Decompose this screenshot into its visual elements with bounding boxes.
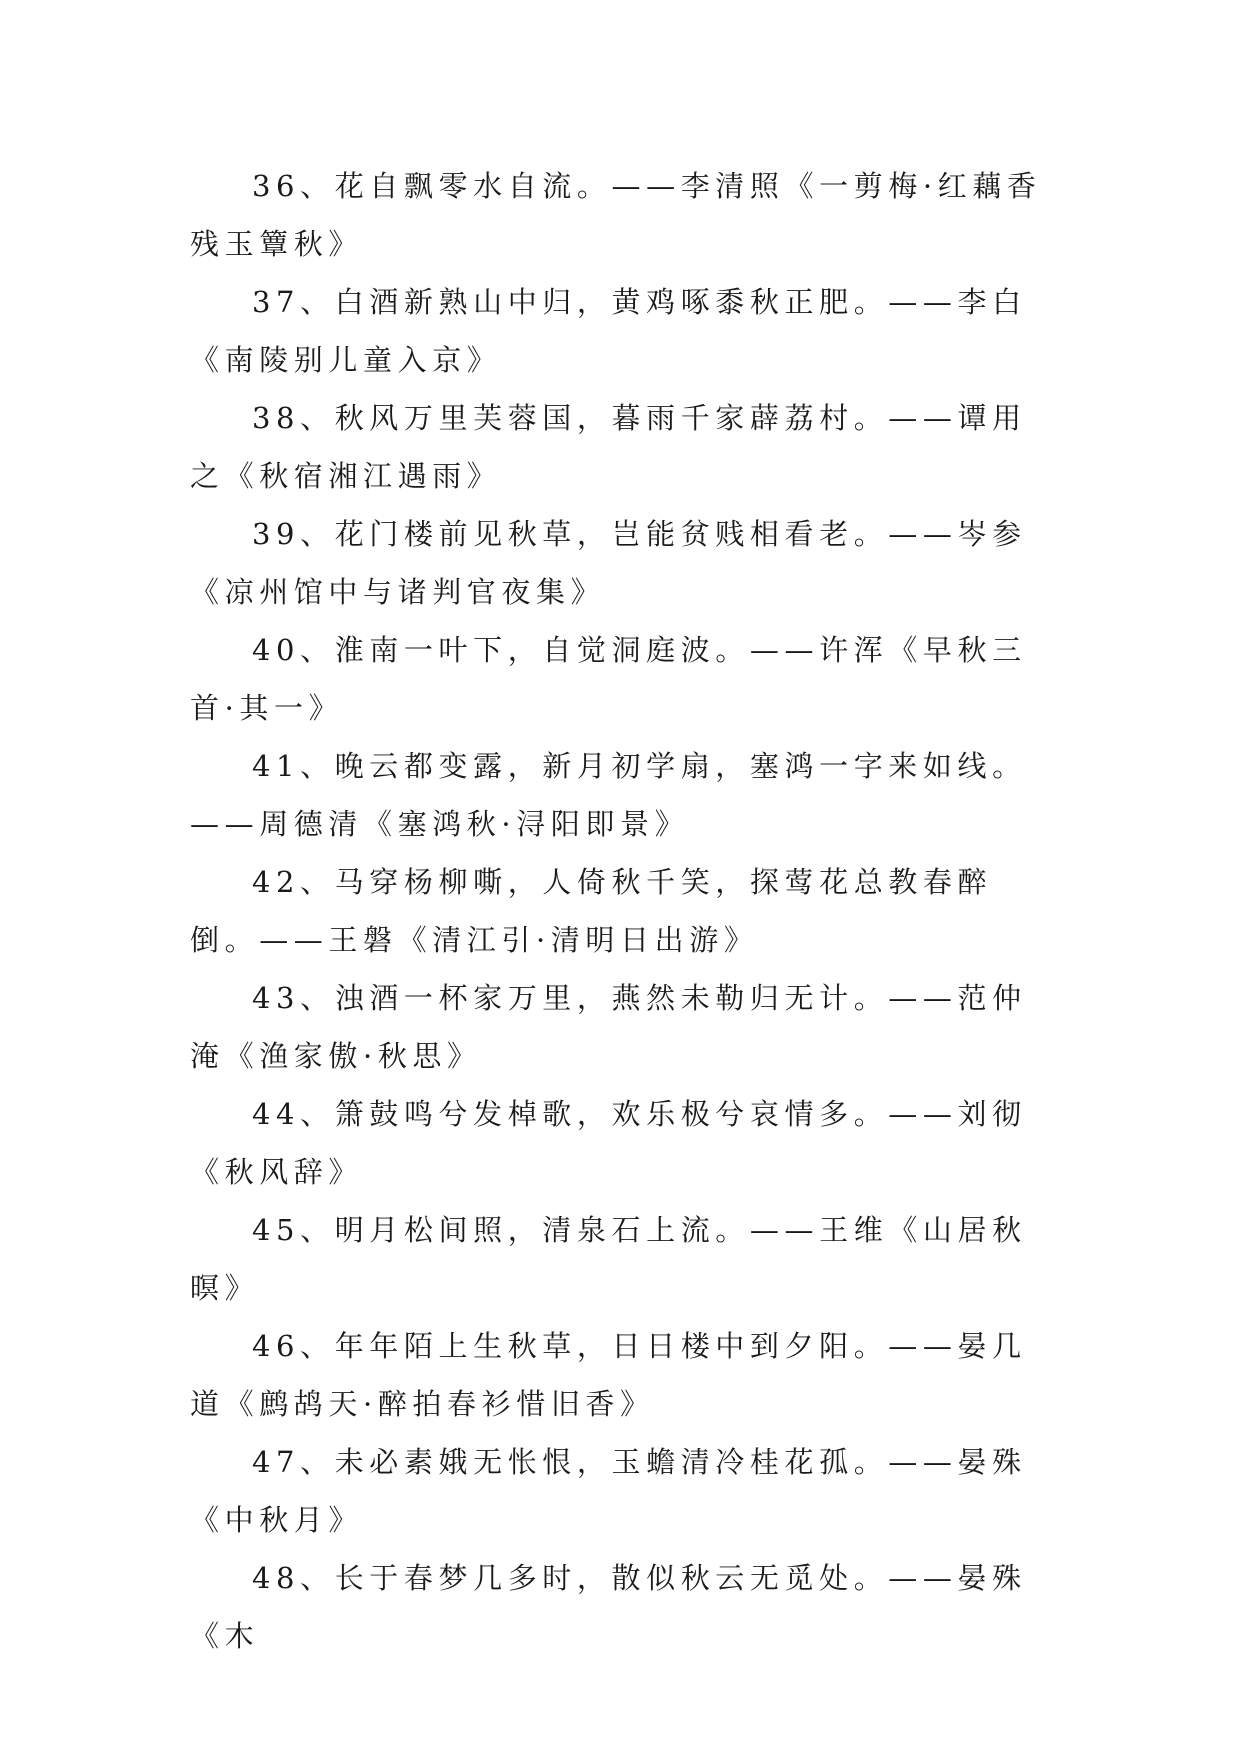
quote-entry-39: 39、花门楼前见秋草，岂能贫贱相看老。——岑参《凉州馆中与诸判官夜集》	[190, 517, 1027, 609]
quote-entry-42: 42、马穿杨柳嘶，人倚秋千笑，探莺花总教春醉倒。——王磐《清江引·清明日出游》	[190, 865, 993, 957]
quote-entry-40: 40、淮南一叶下，自觉洞庭波。——许浑《早秋三首·其一》	[190, 633, 1027, 725]
poem-quote-list	[190, 157, 1050, 1665]
quote-entry-47: 47、未必素娥无怅恨，玉蟾清冷桂花孤。——晏殊《中秋月》	[190, 1445, 1027, 1537]
quote-entry-44: 44、箫鼓鸣兮发棹歌，欢乐极兮哀情多。——刘彻《秋风辞》	[190, 1097, 1027, 1189]
quote-entry-43: 43、浊酒一杯家万里，燕然未勒归无计。——范仲淹《渔家傲·秋思》	[190, 981, 1027, 1073]
quote-entry-45: 45、明月松间照，清泉石上流。——王维《山居秋暝》	[190, 1213, 1027, 1305]
quote-entry-37: 37、白酒新熟山中归，黄鸡啄黍秋正肥。——李白《南陵别儿童入京》	[190, 285, 1027, 377]
quote-entry-38: 38、秋风万里芙蓉国，暮雨千家薜荔村。——谭用之《秋宿湘江遇雨》	[190, 401, 1027, 493]
quote-entry-46: 46、年年陌上生秋草，日日楼中到夕阳。——晏几道《鹧鸪天·醉拍春衫惜旧香》	[190, 1329, 1027, 1421]
quote-entry-41: 41、晚云都变露，新月初学扇，塞鸿一字来如线。——周德清《塞鸿秋·浔阳即景》	[190, 749, 1027, 841]
quote-entry-36: 36、花自飘零水自流。——李清照《一剪梅·红藕香残玉簟秋》	[190, 169, 1042, 261]
quote-entry-48: 48、长于春梦几多时，散似秋云无觅处。——晏殊《木	[190, 1561, 1027, 1653]
